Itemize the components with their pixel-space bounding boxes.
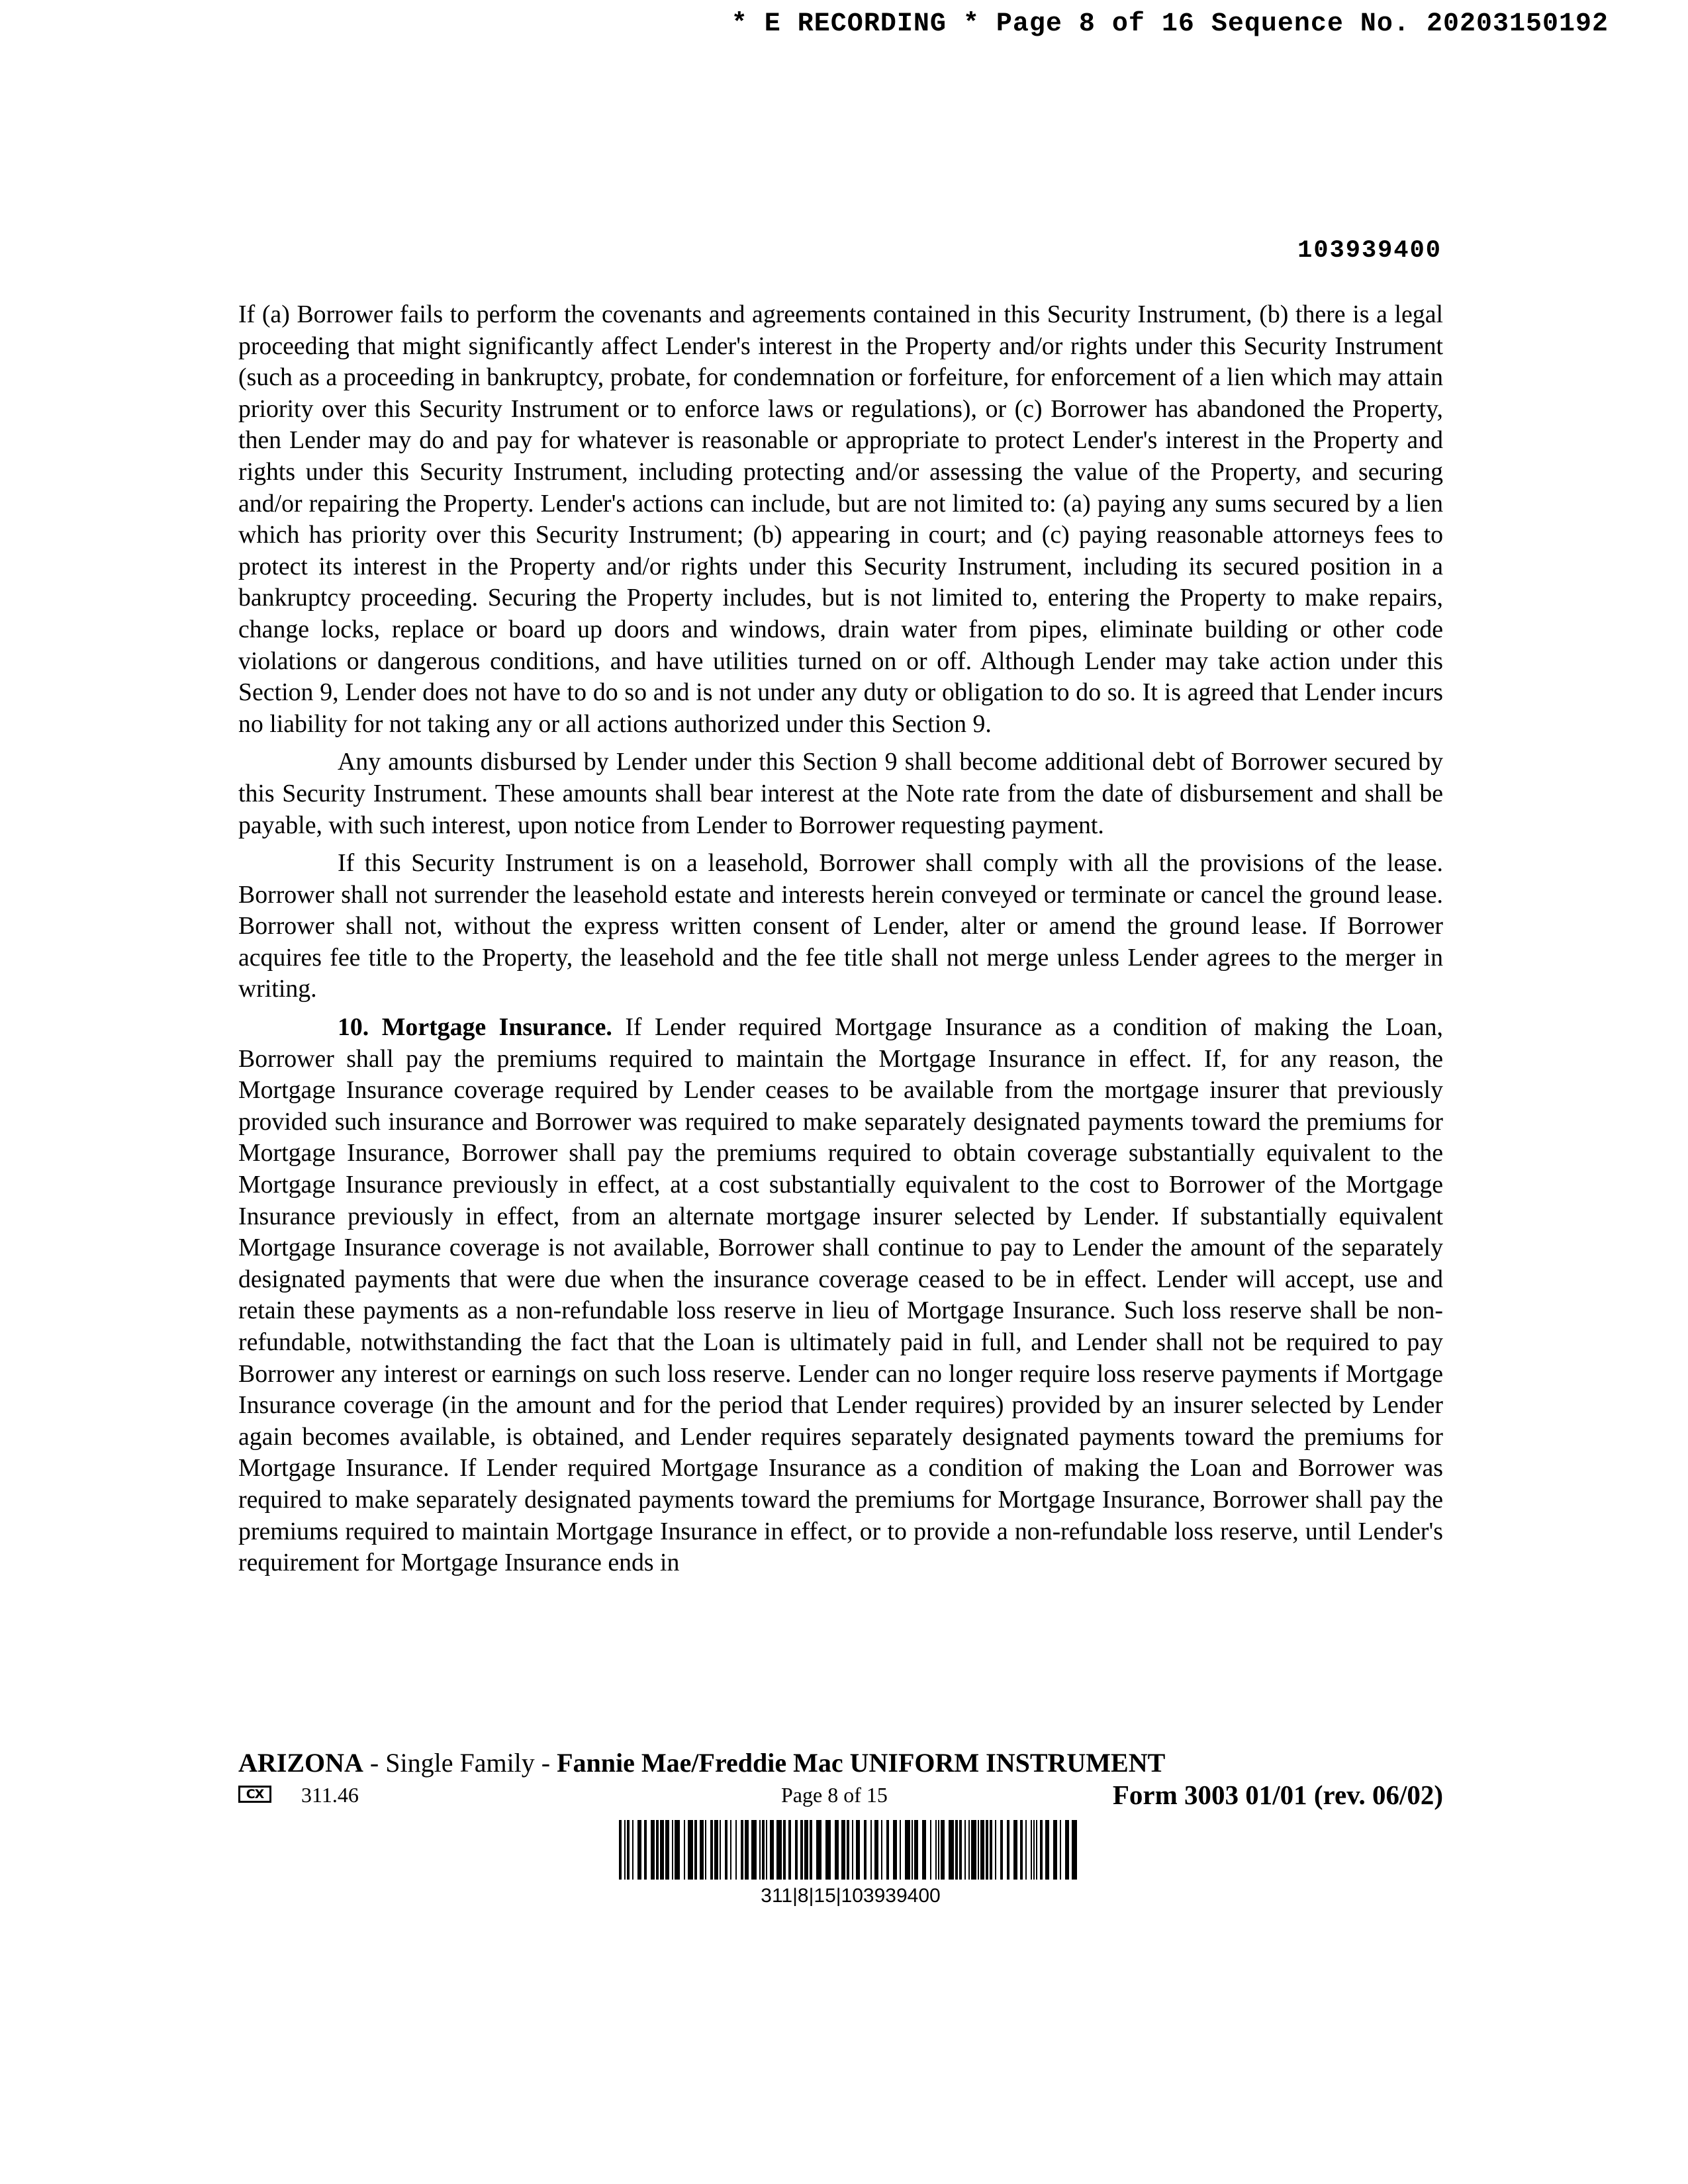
- barcode-bar: [800, 1820, 803, 1880]
- barcode-bar: [1045, 1820, 1049, 1880]
- footer-title: [238, 1747, 1165, 1778]
- barcode-bar: [795, 1820, 798, 1880]
- barcode-bar: [637, 1820, 641, 1880]
- barcode-bar: [870, 1820, 872, 1880]
- barcode-bar: [856, 1820, 860, 1880]
- barcode-bar: [735, 1820, 737, 1880]
- barcode-bar: [980, 1820, 984, 1880]
- barcode-bar: [1040, 1820, 1043, 1880]
- barcode-bar: [1031, 1820, 1032, 1880]
- barcode-bar: [1000, 1820, 1003, 1880]
- barcode-bar: [881, 1820, 882, 1880]
- footer-instrument: Fannie Mae/Freddie Mac UNIFORM INSTRUMENT: [557, 1748, 1166, 1778]
- barcode-bar: [971, 1820, 976, 1880]
- barcode-bar: [804, 1820, 808, 1880]
- barcode-bar: [810, 1820, 812, 1880]
- barcode-bar: [852, 1820, 853, 1880]
- barcode-bar: [759, 1820, 761, 1880]
- barcode-bar: [672, 1820, 673, 1880]
- barcode-bar: [1060, 1820, 1061, 1880]
- barcode-bar: [955, 1820, 958, 1880]
- barcode-bar: [776, 1820, 782, 1880]
- barcode-bar: [751, 1820, 757, 1880]
- barcode-bar: [968, 1820, 970, 1880]
- barcode-bar: [841, 1820, 845, 1880]
- barcode-bar: [964, 1820, 966, 1880]
- barcode-bar: [627, 1820, 630, 1880]
- paragraph-mortgage-insurance: [238, 1012, 1443, 1579]
- barcode-bar: [886, 1820, 889, 1880]
- loan-number: 103939400: [1297, 237, 1442, 265]
- barcode-bar: [995, 1820, 996, 1880]
- barcode-bar: [710, 1820, 713, 1880]
- barcode-bar: [684, 1820, 685, 1880]
- barcode-bar: [705, 1820, 706, 1880]
- document-body: [238, 299, 1443, 1586]
- barcode-bar: [788, 1820, 791, 1880]
- footer-row: [238, 1780, 1443, 1816]
- barcode-bar: [935, 1820, 937, 1880]
- paragraph-section-9: If (a) Borrower fails to perform the covenants and agreements contained in this Security Instrument, (b) there is a legal proceeding that might significantly affect Lender's interest in the Property and/or rights under this Security Instrument (such as a proceeding in bankruptcy, probate, for condemnation or forfeiture, for enforcement of a lien which may attain priority over this Security Instrument or to enforce laws or regulations), or (c) Borrower has abandoned the Property, then Lender may do and pay for whatever is reasonable or appropriate to protect Lender's interest in the Property and rights under this Security Instrument, including protecting and/or assessing the value of the Property, and securing and/or repairing the Property. Lender's actions can include, but are not limited to: (a) paying any sums secured by a lien which has priority over this Security Instrument; (b) appearing in court; and (c) paying reasonable attorneys fees to protect its interest in the Property and/or rights under this Security Instrument, including its secured position in a bankruptcy proceeding. Securing the Property includes, but is not limited to, entering the Property to make repairs, change locks, replace or board up doors and windows, drain water from pipes, eliminate building or other code violations or dangerous conditions, and have utilities turned on or off. Although Lender may take action under this Section 9, Lender does not have to do so and is not under any duty or obligation to do so. It is agreed that Lender incurs no liability for not taking any or all actions authorized under this Section 9.: [238, 300, 1443, 738]
- barcode-bar: [1036, 1820, 1037, 1880]
- barcode-bar: [745, 1820, 749, 1880]
- barcode-bar: [632, 1820, 633, 1880]
- barcode-bar: [922, 1820, 926, 1880]
- barcode-bar: [990, 1820, 992, 1880]
- barcode-bar: [688, 1820, 693, 1880]
- barcode-bar: [912, 1820, 913, 1880]
- barcode-bar: [665, 1820, 669, 1880]
- footer-state: ARIZONA: [238, 1748, 363, 1778]
- page-number: Page 8 of 15: [781, 1783, 888, 1807]
- barcode-bar: [619, 1820, 622, 1880]
- barcode-bar: [656, 1820, 659, 1880]
- barcode-bar: [874, 1820, 878, 1880]
- footer-separator: - Single Family -: [363, 1748, 557, 1778]
- barcode-bar: [644, 1820, 647, 1880]
- barcode-bar: [1007, 1820, 1009, 1880]
- barcode-bar: [864, 1820, 867, 1880]
- barcode-bar: [1072, 1820, 1077, 1880]
- paragraph-leasehold: If this Security Instrument is on a leasehold, Borrower shall comply with all the provisions of the lease. Borrower shall not surrender the leasehold estate and interests herein conveyed or terminate or cancel the ground lease. Borrower shall not, without the express written consent of Lender, alter or amend the ground lease. If Borrower acquires fee title to the Property, the leasehold and the fee title shall not merge unless Lender agrees to the merger in writing.: [238, 849, 1443, 1003]
- barcode-bar: [893, 1820, 897, 1880]
- barcode-bar: [1025, 1820, 1027, 1880]
- barcode-bar: [1020, 1820, 1023, 1880]
- barcode-bar: [675, 1820, 680, 1880]
- barcode-bar: [624, 1820, 626, 1880]
- barcode-bar: [694, 1820, 697, 1880]
- section-10-text: If Lender required Mortgage Insurance as a condition of making the Loan, Borrower shall pay the premiums required to maintain the Mortgage Insurance in effect. If, for any reason, the Mortgage Insurance coverage required by Lender ceases to be available from the mortgage insurer that previously provided such insurance and Borrower was required to make separately designated payments toward the premiums for Mortgage Insurance, Borrower shall pay the premiums required to obtain coverage substantially equivalent to the Mortgage Insurance previously in effect, at a cost substantially equivalent to the cost to Borrower of the Mortgage Insurance previously in effect, from an alternate mortgage insurer selected by Lender. If substantially equivalent Mortgage Insurance coverage is not available, Borrower shall continue to pay to Lender the amount of the separately designated payments that were due when the insurance coverage ceased to be in effect. Lender will accept, use and retain these payments as a non-refundable loss reserve in lieu of Mortgage Insurance. Such loss reserve shall be non-refundable, notwithstanding the fact that the Loan is ultimately paid in full, and Lender shall not be required to pay Borrower any interest or earnings on such loss reserve. Lender can no longer require loss reserve payments if Mortgage Insurance coverage (in the amount and for the period that Lender requires) provided by an insurer selected by Lender again becomes available, is obtained, and Lender requires separately designated payments toward the premiums for Mortgage Insurance. If Lender required Mortgage Insurance as a condition of making the Loan and Borrower was required to make separately designated payments toward the premiums for Mortgage Insurance, Borrower shall pay the premiums required to maintain Mortgage Insurance in effect, or to provide a non-refundable loss reserve, until Lender's requirement for Mortgage Insurance ends in: [238, 1013, 1443, 1577]
- barcode-bar: [730, 1820, 731, 1880]
- barcode-icon: [619, 1820, 1082, 1880]
- barcode-bar: [978, 1820, 979, 1880]
- barcode-bar: [1053, 1820, 1057, 1880]
- section-10-heading: 10. Mortgage Insurance.: [338, 1013, 612, 1042]
- barcode-bar: [1013, 1820, 1017, 1880]
- recording-header: * E RECORDING * Page 8 of 16 Sequence No. 20203150192: [731, 9, 1609, 39]
- barcode-bar: [660, 1820, 664, 1880]
- barcode-bar: [1065, 1820, 1069, 1880]
- barcode-bar: [959, 1820, 962, 1880]
- barcode-text: 311|8|15|103939400: [761, 1885, 941, 1907]
- barcode-bar: [725, 1820, 727, 1880]
- barcode-bar: [1033, 1820, 1035, 1880]
- barcode-bar: [714, 1820, 718, 1880]
- barcode-bar: [835, 1820, 839, 1880]
- barcode-bar: [914, 1820, 918, 1880]
- barcode-bar: [930, 1820, 931, 1880]
- barcode-bar: [986, 1820, 988, 1880]
- barcode-bar: [905, 1820, 910, 1880]
- paragraph-amounts-disbursed: Any amounts disbursed by Lender under this Section 9 shall become additional debt of Borrower secured by this Security Instrument. These amounts shall bear interest at the Note rate from the date of disbursement and shall be payable, with such interest, upon notice from Lender to Borrower requesting payment.: [238, 748, 1443, 839]
- barcode-bar: [700, 1820, 704, 1880]
- barcode-bar: [720, 1820, 721, 1880]
- barcode-bar: [766, 1820, 767, 1880]
- barcode-bar: [741, 1820, 743, 1880]
- form-number: Form 3003 01/01 (rev. 06/02): [1112, 1780, 1443, 1810]
- barcode-bar: [825, 1820, 831, 1880]
- barcode-bar: [770, 1820, 774, 1880]
- barcode-bar: [783, 1820, 786, 1880]
- barcode-bar: [900, 1820, 901, 1880]
- form-logo-icon: CX: [238, 1786, 271, 1803]
- barcode-bar: [762, 1820, 765, 1880]
- barcode-bar: [651, 1820, 655, 1880]
- form-code: 311.46: [301, 1783, 359, 1807]
- barcode-bar: [949, 1820, 954, 1880]
- barcode-bar: [847, 1820, 849, 1880]
- barcode-bar: [816, 1820, 821, 1880]
- barcode-bar: [941, 1820, 945, 1880]
- barcode-bar: [938, 1820, 939, 1880]
